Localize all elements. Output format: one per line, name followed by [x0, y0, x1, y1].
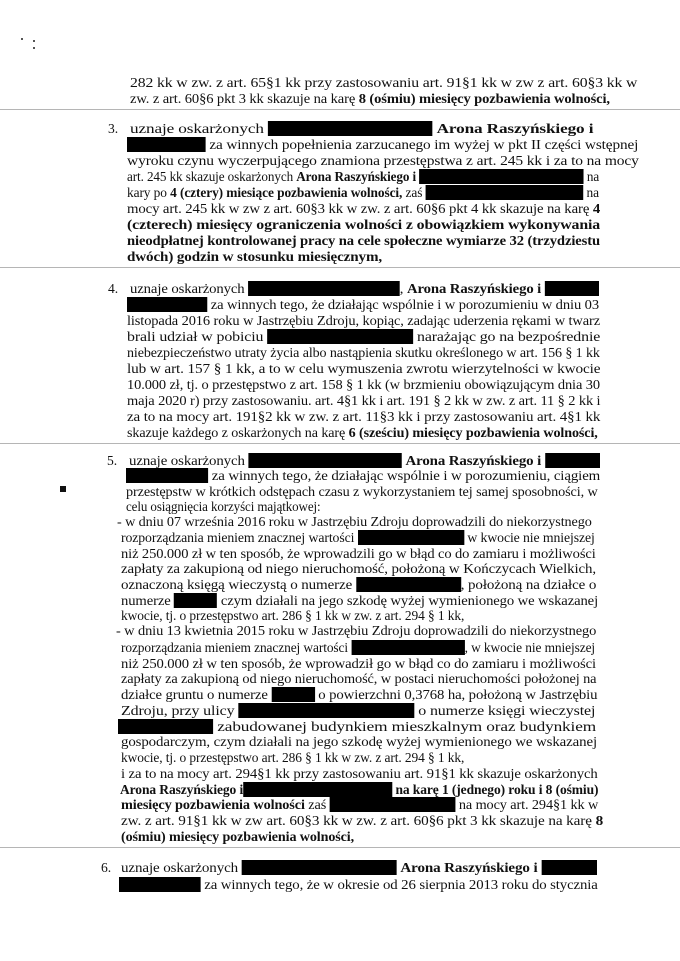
text-line	[127, 137, 638, 152]
text-run: - w dniu 13 kwietnia 2015 roku w Jastrzębiu Zdroju doprowadzili do niekorzystnego	[116, 623, 597, 638]
text-run: o powierzchni 0,3768 ha, położoną w Jastrzębiu	[314, 687, 598, 702]
text-line	[127, 169, 599, 184]
text-run: zw. z art. 91§1 kk w zw art. 60§3 kk w zw. z art. 60§6 pkt 3 kk skazuje na karę	[121, 813, 596, 828]
redaction-box	[271, 687, 314, 702]
text-line	[121, 829, 354, 844]
item-number: 5.	[107, 453, 118, 468]
redaction-box	[248, 453, 401, 468]
text-run: narażając go na bezpośrednie	[413, 329, 601, 344]
text-run: zaś	[402, 185, 426, 200]
text-line	[118, 719, 596, 734]
text-run: i za to na mocy art. 294§1 kk przy zastosowaniu art. 91§1 kk skazuje oskarżonych	[121, 766, 598, 781]
text-run: kary po	[127, 185, 171, 200]
text-run: na	[583, 185, 599, 200]
text-run: przestępstw w krótkich odstępach czasu z wykorzystaniem tej samej sposobności, w	[126, 484, 598, 499]
bold-run: 8 (ośmiu) miesięcy pozbawienia wolności,	[358, 91, 610, 106]
bold-run: Arona Raszyńskiego i	[120, 782, 244, 797]
text-line	[117, 514, 592, 529]
text-run: uznaje oskarżonych	[130, 121, 268, 136]
separator-line	[0, 267, 680, 268]
text-line	[127, 425, 598, 440]
redaction-box	[238, 703, 414, 718]
text-run: Zdroju, przy ulicy	[121, 703, 239, 718]
text-line	[129, 453, 600, 468]
text-run: czym działali na jego szkodę wyżej wymienionego we wskazanej	[217, 593, 599, 608]
text-line	[127, 393, 600, 408]
text-run: art. 245 kk skazuje oskarżonych	[127, 169, 297, 184]
scan-speck	[33, 47, 35, 49]
text-line	[121, 766, 598, 781]
bold-run: dwóch) godzin w stosunku miesięcznym,	[127, 249, 383, 264]
redaction-box	[127, 297, 207, 312]
text-run: niebezpieczeństwo utraty życia albo nastąpienia skutku określonego w art. 156 § 1 kk	[127, 345, 600, 360]
bold-run: Arona Raszyńskiego i	[436, 121, 594, 136]
text-line	[127, 409, 600, 424]
item-number: 3.	[108, 121, 119, 136]
item-number: 6.	[101, 860, 112, 875]
bold-run: 4 (cztery) miesiące pozbawienia wolności,	[170, 185, 403, 200]
redaction-box	[118, 719, 213, 734]
bold-run: Arona Raszyńskiego i	[400, 860, 538, 875]
text-line	[127, 329, 600, 344]
redaction-box	[419, 169, 583, 184]
text-run: ,	[399, 281, 407, 296]
text-line	[121, 561, 596, 576]
text-line	[121, 750, 464, 765]
text-line	[121, 813, 603, 828]
text-line	[127, 345, 600, 360]
redaction-box	[248, 281, 400, 296]
text-line	[121, 530, 595, 545]
text-line	[121, 640, 595, 655]
redaction-box	[330, 797, 456, 812]
text-run: za winnych tego, że działając wspólnie i w porozumieniu w dniu 03	[207, 297, 599, 312]
bold-run: 8	[595, 813, 604, 828]
text-run: o numerze księgi wieczystej	[414, 703, 596, 718]
text-run: rozporządzania mieniem znacznej wartości	[121, 640, 352, 655]
text-line	[121, 577, 596, 592]
text-run: mocy art. 245 kk w zw z art. 60§3 kk w zw. z art. 60§6 pkt 4 kk skazuje na karę	[127, 201, 593, 216]
text-line	[130, 91, 610, 106]
text-run: na	[583, 169, 600, 184]
text-line	[121, 734, 597, 749]
redaction-box	[426, 185, 584, 200]
text-line	[126, 484, 598, 499]
text-run: zabudowanej budynkiem mieszkalnym oraz budynkiem	[213, 719, 597, 734]
text-run: , w kwocie nie mniejszej	[464, 640, 596, 655]
bold-run: na karę 1 (jednego) roku i 8 (ośmiu)	[392, 782, 599, 797]
item-number: 4.	[108, 281, 119, 296]
redaction-box	[541, 860, 596, 875]
text-run: kwocie, tj. o przestępstwo art. 286 § 1 kk w zw. z art. 294 § 1 kk,	[121, 750, 465, 765]
text-run: w kwocie nie mniejszej	[464, 530, 595, 545]
redaction-box	[358, 530, 464, 545]
bold-run: nieodpłatnej kontrolowanej pracy na cele społeczne wymiarze 32 (trzydziestu	[127, 233, 601, 248]
text-line	[127, 153, 639, 168]
text-line	[127, 217, 600, 232]
text-run: kwocie, tj. o przestępstwo art. 286 § 1 kk w zw. z art. 294 § 1 kk,	[121, 608, 465, 623]
redaction-box	[545, 281, 599, 296]
redaction-box	[356, 577, 461, 592]
text-line	[121, 546, 596, 561]
redaction-box	[174, 593, 217, 608]
text-line	[126, 468, 600, 483]
redaction-box	[119, 877, 201, 892]
text-line	[127, 201, 600, 216]
text-run: numerze	[121, 593, 175, 608]
text-run: 282 kk w zw. z art. 65§1 kk przy zastosowaniu art. 91§1 kk w zw z art. 60§3 kk w	[130, 75, 638, 90]
text-line	[119, 877, 598, 892]
bold-run: Arona Raszyńskiego i	[405, 453, 542, 468]
text-line	[121, 608, 464, 623]
bold-run: (czterech) miesięcy ograniczenia wolności z obowiązkiem wykonywania	[127, 217, 601, 232]
redaction-box	[127, 137, 206, 152]
text-run: zapłaty za zakupioną od niego nieruchomość, położoną w Kończycach Wielkich,	[121, 561, 596, 576]
bold-run: miesięcy pozbawienia wolności	[121, 797, 305, 812]
bold-run: (ośmiu) miesięcy pozbawienia wolności,	[121, 829, 355, 844]
text-line	[127, 249, 382, 264]
text-run: za winnych tego, że w okresie od 26 sierpnia 2013 roku do stycznia	[200, 877, 598, 892]
text-line	[116, 623, 596, 638]
text-line	[127, 313, 600, 328]
text-line	[121, 687, 597, 702]
redaction-box	[351, 640, 464, 655]
bold-run: 4	[592, 201, 601, 216]
text-run: maja 2020 r) przy zastosowaniu. art. 4§1 kk i art. 191 § 2 kk w zw. z art. 11 § 2 kk i	[127, 393, 601, 408]
text-run: listopada 2016 roku w Jastrzębiu Zdroju, kopiąc, zadając uderzenia rękami w twarz	[127, 313, 600, 328]
text-run: gospodarczym, czym działali na jego szkodę wyżej wymienionego we wskazanej	[121, 734, 597, 749]
text-run: za winnych tego, że działając wspólnie i w porozumieniu, ciągiem	[208, 468, 601, 483]
text-line	[130, 121, 593, 136]
text-line	[120, 782, 598, 797]
bold-run: Arona Raszyńskiego i	[296, 169, 417, 184]
redaction-box	[243, 782, 392, 797]
redaction-box	[126, 468, 208, 483]
text-line	[127, 297, 599, 312]
text-run: niż 250.000 zł w ten sposób, że wprowadził go w błąd co do zamiaru i możliwości	[121, 656, 596, 671]
text-run: celu osiągnięcia korzyści majątkowej:	[126, 499, 321, 514]
text-line	[127, 361, 600, 376]
scan-speck	[33, 40, 35, 42]
text-line	[121, 703, 595, 718]
text-line	[130, 281, 599, 296]
text-run: uznaje oskarżonych	[129, 453, 249, 468]
text-run: za winnych popełnienia zarzucanego im wyżej w pkt II części wstępnej	[205, 137, 639, 152]
text-run: - w dniu 07 września 2016 roku w Jastrzębiu Zdroju doprowadzili do niekorzystnego	[117, 514, 592, 529]
text-run: zw. z art. 60§6 pkt 3 kk skazuje na karę	[130, 91, 359, 106]
redaction-box	[242, 860, 397, 875]
text-run: brali udział w pobiciu	[127, 329, 268, 344]
text-run: uznaje oskarżonych	[121, 860, 242, 875]
bold-run: Arona Raszyńskiego i	[406, 281, 542, 296]
redaction-box	[267, 329, 413, 344]
text-run: niż 250.000 zł w ten sposób, że wprowadzili go w błąd co do zamiaru i możliwości	[121, 546, 596, 561]
text-run: uznaje oskarżonych	[130, 281, 249, 296]
text-run: rozporządzania mieniem znacznej wartości	[121, 530, 358, 545]
text-run: 10.000 zł, tj. o przestępstwo z art. 158 § 1 kk (w brzmieniu obowiązującym dnia 30	[127, 377, 600, 392]
text-run: lub w art. 157 § 1 kk, a to w celu wymuszenia zwrotu wierzytelności w kwocie	[127, 361, 601, 376]
text-run: oznaczoną księgą wieczystą o numerze	[121, 577, 356, 592]
text-run: na mocy art. 294§1 kk w	[455, 797, 599, 812]
bold-run: 6 (sześciu) miesięcy pozbawienia wolności,	[348, 425, 598, 440]
text-line	[121, 593, 598, 608]
redaction-box	[268, 121, 432, 136]
text-line	[121, 671, 596, 686]
text-line	[127, 185, 599, 200]
redaction-box	[545, 453, 600, 468]
text-line	[121, 860, 597, 875]
text-line	[121, 797, 598, 812]
separator-line	[0, 109, 680, 110]
text-line	[121, 656, 596, 671]
text-run: , położoną na działce o	[460, 577, 597, 592]
scan-speck	[21, 38, 23, 40]
text-run: zaś	[304, 797, 330, 812]
scan-speck	[60, 486, 66, 492]
text-line	[127, 377, 600, 392]
text-line	[127, 233, 600, 248]
text-run: za to na mocy art. 191§2 kk w zw. z art. 11§3 kk i przy zastosowaniu art. 4§1 kk	[127, 409, 601, 424]
text-line	[130, 75, 637, 90]
text-run: skazuje każdego z oskarżonych na karę	[127, 425, 349, 440]
separator-line	[0, 443, 680, 444]
text-run: działce gruntu o numerze	[121, 687, 272, 702]
separator-line	[0, 847, 680, 848]
text-line	[126, 499, 321, 514]
text-run: wyroku czynu wyczerpującego znamiona przestępstwa z art. 245 kk i za to na mocy	[127, 153, 639, 168]
text-run: zapłaty za zakupioną od niego nieruchomość, w postaci nieruchomości położonej na	[121, 671, 597, 686]
